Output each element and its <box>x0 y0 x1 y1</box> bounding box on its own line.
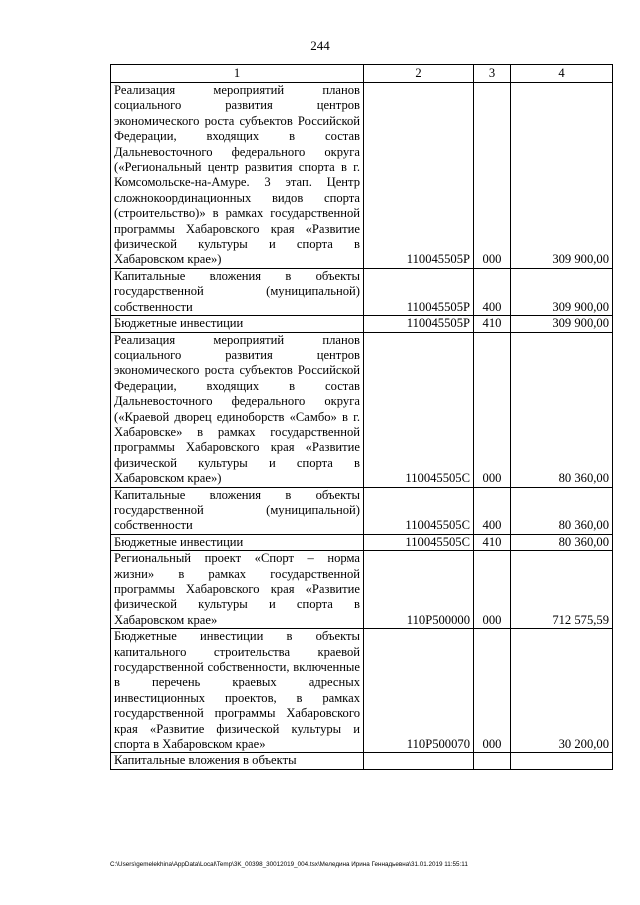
row-code: 110045505С <box>364 487 474 534</box>
table-header-row <box>111 65 613 83</box>
row-amount: 309 900,00 <box>511 316 613 332</box>
budget-table <box>110 64 613 770</box>
row-expense-type <box>474 753 511 769</box>
row-amount: 309 900,00 <box>511 83 613 269</box>
row-expense-type: 400 <box>474 487 511 534</box>
row-name: Бюджетные инвестиции в объекты капитального строительства краевой государственной собственности, включенные в перечень краевых адресных инвестиционных проектов, в рамках государственной программы Хабаровского края «Развитие физической культуры и спорта в Хабаровском крае» <box>111 629 364 753</box>
row-code: 110045505С <box>364 332 474 487</box>
row-expense-type: 000 <box>474 629 511 753</box>
row-code: 110045505С <box>364 534 474 550</box>
row-amount <box>511 753 613 769</box>
row-name: Реализация мероприятий планов социального развития центров экономического роста субъектов Российской Федерации, входящих в состав Дальневосточного федерального округа («Краевой дворец единоборств «Самбо» в г. Хабаровске» в рамках государственной программы Хабаровского края «Развитие физической культуры и спорта в Хабаровском крае») <box>111 332 364 487</box>
header-cell-2: 2 <box>364 65 474 83</box>
row-code: 110045505Р <box>364 83 474 269</box>
row-code: 110Р500070 <box>364 629 474 753</box>
row-expense-type: 410 <box>474 534 511 550</box>
row-amount: 30 200,00 <box>511 629 613 753</box>
table-row <box>111 487 613 534</box>
table-row <box>111 268 613 315</box>
row-name: Капитальные вложения в объекты <box>111 753 364 769</box>
row-name: Капитальные вложения в объекты государственной (муниципальной) собственности <box>111 268 364 315</box>
table-row <box>111 753 613 769</box>
row-expense-type: 410 <box>474 316 511 332</box>
header-cell-1: 1 <box>111 65 364 83</box>
row-name: Капитальные вложения в объекты государственной (муниципальной) собственности <box>111 487 364 534</box>
row-amount: 80 360,00 <box>511 487 613 534</box>
table-row <box>111 316 613 332</box>
row-amount: 80 360,00 <box>511 534 613 550</box>
header-cell-4: 4 <box>511 65 613 83</box>
row-amount: 309 900,00 <box>511 268 613 315</box>
table-row <box>111 551 613 629</box>
row-name: Бюджетные инвестиции <box>111 534 364 550</box>
table-row <box>111 83 613 269</box>
page-number: 244 <box>310 38 330 53</box>
row-expense-type: 000 <box>474 332 511 487</box>
row-amount: 80 360,00 <box>511 332 613 487</box>
row-code: 110Р500000 <box>364 551 474 629</box>
table-row <box>111 534 613 550</box>
header-cell-3: 3 <box>474 65 511 83</box>
row-name: Бюджетные инвестиции <box>111 316 364 332</box>
row-name: Реализация мероприятий планов социального развития центров экономического роста субъектов Российской Федерации, входящих в состав Дальневосточного федерального округа («Региональный центр развития спорта в г. Комсомольске-на-Амуре. 3 этап. Центр сложнокоординационных видов спорта (строительство)» в рамках государственной программы Хабаровского края «Развитие физической культуры и спорта в Хабаровском крае») <box>111 83 364 269</box>
table-row <box>111 629 613 753</box>
table-row <box>111 332 613 487</box>
row-expense-type: 400 <box>474 268 511 315</box>
row-expense-type: 000 <box>474 83 511 269</box>
row-amount: 712 575,59 <box>511 551 613 629</box>
row-name: Региональный проект «Спорт – норма жизни» в рамках государственной программы Хабаровского края «Развитие физической культуры и спорта в Хабаровском крае» <box>111 551 364 629</box>
row-expense-type: 000 <box>474 551 511 629</box>
row-code: 110045505Р <box>364 268 474 315</box>
row-code <box>364 753 474 769</box>
file-path-footer: C:\Users\gemelekhina\AppData\Local\Temp\3K_00398_30012019_004.tsx\Меледина Ирина Геннадьевна\31.01.2019 11:55:11 <box>110 861 468 868</box>
row-code: 110045505Р <box>364 316 474 332</box>
